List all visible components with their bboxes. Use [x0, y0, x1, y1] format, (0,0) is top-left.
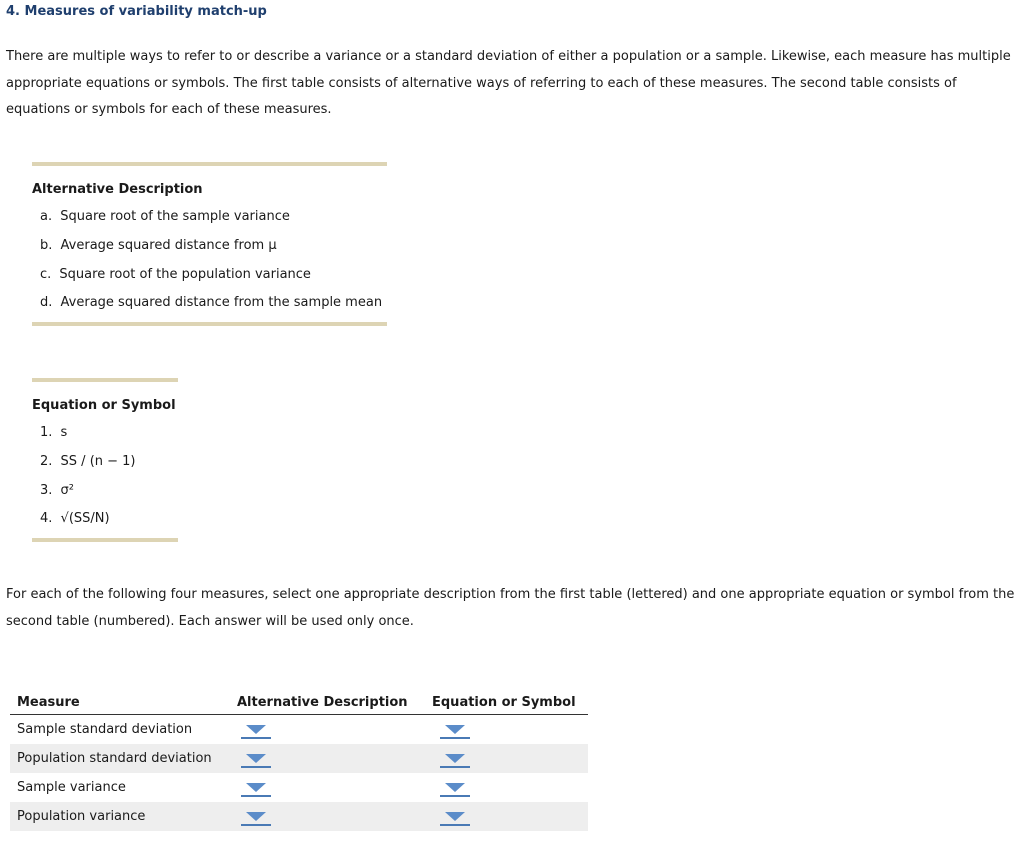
equation-symbol-dropdown[interactable]: [438, 721, 472, 739]
table-row: [10, 773, 588, 802]
list-item: [32, 289, 387, 318]
table-top-rule: [32, 162, 387, 166]
chevron-down-icon: [246, 725, 266, 734]
chevron-down-icon: [445, 812, 465, 821]
alternative-description-cell: [237, 744, 432, 773]
instructions-paragraph: For each of the following four measures, select one appropriate description from the first table (lettered) and one appropriate equation or symbol from the second table (numbered). Each answer will be used only once.: [6, 587, 1015, 629]
dropdown-underline: [241, 766, 271, 768]
item-key: c.: [40, 266, 52, 282]
list-item: [32, 232, 387, 261]
table-row: [10, 802, 588, 831]
chevron-down-icon: [246, 754, 266, 763]
alternative-description-cell: [237, 773, 432, 802]
list-item: [32, 261, 387, 290]
equation-symbol-header: Equation or Symbol: [32, 398, 176, 413]
alternative-description-cell: [237, 715, 432, 745]
alternative-description-table: [32, 162, 387, 326]
dropdown-underline: [440, 795, 470, 797]
item-key: 3.: [40, 482, 53, 498]
measure-name: Population variance: [10, 802, 237, 831]
item-text: σ²: [60, 482, 74, 498]
alternative-description-dropdown[interactable]: [239, 750, 273, 768]
item-key: b.: [40, 237, 53, 253]
list-item: [32, 448, 178, 477]
equation-symbol-cell: [432, 773, 588, 802]
list-item: [32, 203, 387, 232]
equation-symbol-cell: [432, 744, 588, 773]
measure-matching-table: [10, 690, 588, 831]
alternative-description-dropdown[interactable]: [239, 721, 273, 739]
chevron-down-icon: [246, 812, 266, 821]
equation-symbol-table: [32, 378, 178, 542]
item-text: Square root of the population variance: [59, 266, 311, 282]
chevron-down-icon: [246, 783, 266, 792]
measure-column-header: Measure: [10, 690, 237, 715]
list-item: [32, 477, 178, 506]
table-row: [10, 715, 588, 745]
item-text: s: [60, 425, 68, 440]
dropdown-underline: [241, 824, 271, 826]
table-header-row: [10, 690, 588, 715]
item-key: a.: [40, 209, 53, 224]
alternative-description-header: Alternative Description: [32, 182, 203, 197]
list-item: [32, 505, 178, 534]
chevron-down-icon: [445, 725, 465, 734]
item-text: √(SS/N): [60, 511, 110, 527]
alternative-description-dropdown[interactable]: [239, 808, 273, 826]
equation-symbol-dropdown[interactable]: [438, 779, 472, 797]
equation-symbol-cell: [432, 802, 588, 831]
dropdown-underline: [440, 766, 470, 768]
page-title: 4. Measures of variability match-up: [6, 4, 267, 19]
intro-paragraph: There are multiple ways to refer to or describe a variance or a standard deviation of either a population or a sample. Likewise, each measure has multiple appropriate equations or symbols. The first table consists of alternative ways of referring to each of these measures. The second table consists of equations or symbols for each of these measures.: [6, 49, 1011, 117]
alternative-description-cell: [237, 802, 432, 831]
equation-symbol-dropdown[interactable]: [438, 808, 472, 826]
item-text: SS / (n − 1): [60, 453, 136, 469]
item-key: 4.: [40, 511, 53, 527]
list-item: [32, 419, 178, 448]
dropdown-underline: [440, 737, 470, 739]
item-text: Average squared distance from μ: [60, 237, 277, 253]
item-key: 1.: [40, 425, 53, 440]
equation-symbol-column-header: Equation or Symbol: [432, 690, 588, 715]
table-bottom-rule: [32, 538, 178, 542]
table-top-rule: [32, 378, 178, 382]
alternative-description-dropdown[interactable]: [239, 779, 273, 797]
item-text: Square root of the sample variance: [60, 209, 290, 224]
dropdown-underline: [241, 737, 271, 739]
dropdown-underline: [241, 795, 271, 797]
item-key: 2.: [40, 453, 53, 469]
alternative-description-column-header: Alternative Description: [237, 690, 432, 715]
measure-name: Population standard deviation: [10, 744, 237, 773]
item-text: Average squared distance from the sample mean: [60, 295, 383, 311]
chevron-down-icon: [445, 754, 465, 763]
measure-name: Sample standard deviation: [17, 722, 193, 737]
equation-symbol-cell: [432, 715, 588, 745]
equation-symbol-dropdown[interactable]: [438, 750, 472, 768]
table-bottom-rule: [32, 322, 387, 326]
chevron-down-icon: [445, 783, 465, 792]
item-key: d.: [40, 295, 53, 311]
measure-name: Sample variance: [17, 780, 126, 795]
dropdown-underline: [440, 824, 470, 826]
table-row: [10, 744, 588, 773]
